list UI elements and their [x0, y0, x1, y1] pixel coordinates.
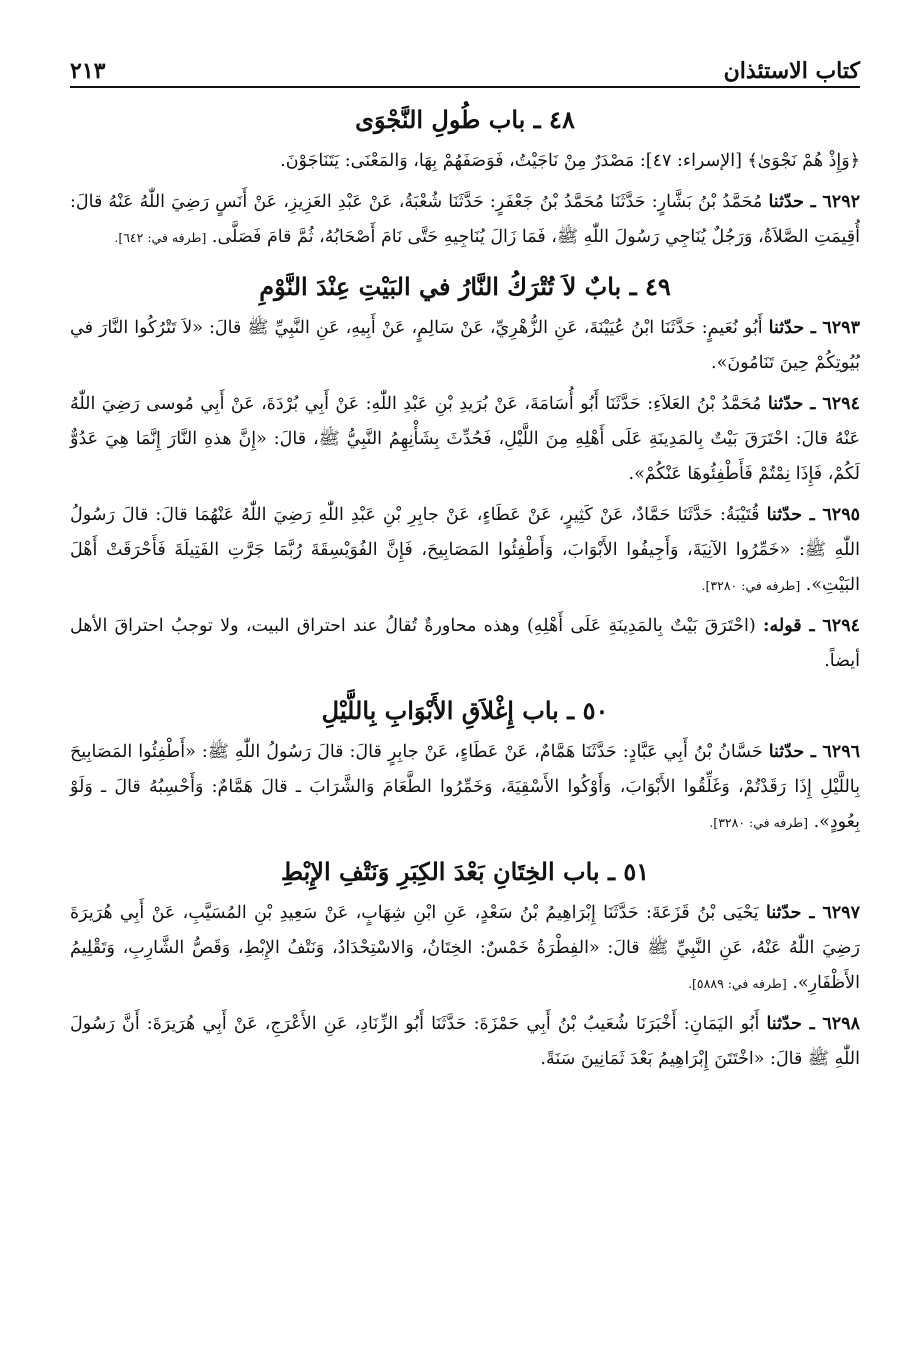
hadith-6294 — [70, 387, 860, 492]
commentary-text: (احْتَرَقَ بَيْتٌ بِالمَدِينَةِ عَلَى أَهْلِهِ) وهذه محاورةٌ تُقالُ عند احتراق البيت، ولا توجبُ احتراقَ الأهل أيضاً. — [70, 616, 860, 671]
section-intro — [70, 144, 860, 179]
hadith-6295 — [70, 498, 860, 603]
section-heading: ٥٠ ـ باب إِغْلاَقِ الأَبْوَابِ بِاللَّيْلِ — [321, 696, 609, 725]
hadith-6296 — [70, 735, 860, 840]
hadith-number: ٦٢٩٢ ـ حدّثنا — [768, 192, 860, 212]
hadith-text: أَبُو نُعَيمٍ: حَدَّثَنَا ابْنُ عُيَيْنَةَ، عَنِ الزُّهْرِيِّ، عَنْ سَالِمٍ، عَنْ أَبِيهِ، عَنِ النَّبِيِّ ﷺ قالَ: «لاَ تَتْرُكُوا النَّارَ في بُيُوتِكُمْ حِينَ تَنَامُونَ». — [70, 318, 860, 373]
hadith-number: ٦٢٩٦ ـ حدّثنا — [768, 742, 860, 762]
hadith-text: أَبُو اليَمَانِ: أَخْبَرَنَا شُعَيبُ بْنُ أَبِي حَمْزَةَ: حَدَّثَنَا أَبُو الزِّنَادِ، عَنِ الأَعْرَجِ، عَنْ أَبِي هُرَيرَةَ: أَنَّ رَسُولَ اللّٰهِ ﷺ قالَ: «اخْتَتَنَ إِبْرَاهِيمُ بَعْدَ ثَمَانِينَ سَنَةً. — [70, 1014, 860, 1069]
hadith-number: ٦٢٩٣ ـ حدّثنا — [768, 318, 860, 338]
hadith-6297 — [70, 896, 860, 1001]
section-heading: ٤٨ ـ باب طُولِ النَّجْوَى — [355, 105, 575, 134]
hadith-number: ٦٢٩٨ ـ حدّثنا — [766, 1014, 860, 1034]
book-title: كتاب الاستئذان — [723, 58, 860, 84]
cross-reference: [طرفه في: ٣٢٨٠]. — [709, 815, 808, 830]
section-50 — [70, 693, 860, 840]
hadith-text: مُحَمَّدُ بْنُ العَلاَءِ: حَدَّثَنَا أَبُو أُسَامَةَ، عَنْ بُرَيدِ بْنِ عَبْدِ اللّٰهِ: عَنْ أَبِي بُرْدَةَ، عَنْ أَبِي مُوسى رَضِيَ اللّٰهُ عَنْهُ قالَ: احْتَرَقَ بَيْتٌ بِالمَدِينَةِ عَلَى أَهْلِهِ مِنَ اللَّيْلِ، فَحُدِّثَ بِشَأْنِهِمُ النَّبِيُّ ﷺ، قالَ: «إِنَّ هذهِ النَّارَ إِنَّمَا هِيَ عَدُوٌّ لَكُمْ، فَإِذَا نِمْتُمْ فَأَطْفِئُوهَا عَنْكُمْ». — [70, 394, 860, 484]
section-51 — [70, 854, 860, 1077]
hadith-text: حَسَّانُ بْنُ أَبِي عَبَّادٍ: حَدَّثَنَا هَمَّامٌ، عَنْ عَطَاءٍ، عَنْ جابِرٍ قالَ: قالَ رَسُولُ اللّٰهِ ﷺ: «أَطْفِئُوا المَصَابِيحَ بِاللَّيْلِ إِذَا رَقَدْتُمْ، وَغَلِّقُوا الأَبْوَابَ، وَأَوْكُوا الأَسْقِيَةَ، وَخَمِّرُوا الطَّعَامَ وَالشَّرَابَ ـ قالَ هَمَّامٌ: وَأَحْسِبُهُ قالَ ـ وَلَوْ بِعُودٍ». — [70, 742, 860, 832]
hadith-text: ﴿وَإِذْ هُمْ نَجْوَىٰ﴾ [الإسراء: ٤٧]: مَصْدَرٌ مِنْ نَاجَيْتُ، فَوَصَفَهُمْ بِهَا، وَالمَعْنَى: يَتَنَاجَوْنَ. — [280, 151, 860, 171]
hadith-6293 — [70, 311, 860, 381]
hadith-text: مُحَمَّدُ بْنُ بَشَّارٍ: حَدَّثَنَا مُحَمَّدُ بْنُ جَعْفَرٍ: حَدَّثَنَا شُعْبَةُ، عَنْ عَبْدِ العَزِيزِ، عَنْ أَنَسٍ رَضِيَ اللّٰهُ عَنْهُ قالَ: أُقِيمَتِ الصَّلاَةُ، وَرَجُلٌ يُنَاجِي رَسُولَ اللّٰهِ ﷺ، فَمَا زَالَ يُنَاجِيهِ حَتَّى نَامَ أَصْحَابُهُ، ثُمَّ قامَ فَصَلَّى. — [70, 192, 860, 247]
page-header — [70, 40, 860, 88]
section-heading: ٥١ ـ باب الخِتَانِ بَعْدَ الكِبَرِ وَنَتْفِ الإِبْطِ — [280, 857, 650, 886]
page-number: ٢١٣ — [70, 58, 106, 84]
hadith-6292 — [70, 185, 860, 255]
cross-reference: [طرفه في: ٥٨٨٩]. — [688, 976, 787, 991]
hadith-number: ٦٢٩٤ ـ قوله: — [763, 616, 860, 636]
cross-reference: [طرفه في: ٦٤٢]. — [114, 230, 207, 245]
hadith-number: ٦٢٩٧ ـ حدّثنا — [766, 903, 860, 923]
section-heading: ٤٩ ـ بابٌ لاَ تُتْرَكُ النَّارُ في البَيْتِ عِنْدَ النَّوْمِ — [259, 272, 671, 301]
section-48 — [70, 102, 860, 255]
hadith-text: قُتَيْبَةُ: حَدَّثَنَا حَمَّادٌ، عَنْ كَثِيرٍ، عَنْ عَطَاءٍ، عَنْ جابِرِ بْنِ عَبْدِ اللّٰهِ رَضِيَ اللّٰهُ عَنْهُمَا قالَ: قالَ رَسُولُ اللّٰهِ ﷺ: «خَمِّرُوا الآنِيَةَ، وَأَجِيفُوا الأَبْوَابَ، وَأَطْفِئُوا المَصَابِيحَ، فَإِنَّ الفُوَيْسِقَةَ رُبَّمَا جَرَّتِ الفَتِيلَةَ فَأَحْرَقَتْ أَهْلَ البَيْتِ». — [70, 505, 860, 595]
hadith-number: ٦٢٩٥ ـ حدّثنا — [766, 505, 860, 525]
book-page — [70, 40, 860, 1348]
hadith-number: ٦٢٩٤ ـ حدّثنا — [767, 394, 860, 414]
hadith-text: يَحْيَى بْنُ قَزَعَةَ: حَدَّثَنَا إِبْرَاهِيمُ بْنُ سَعْدٍ، عَنِ ابْنِ شِهَابٍ، عَنْ سَعِيدِ بْنِ المُسَيَّبِ، عَنْ أَبِي هُرَيرَةَ رَضِيَ اللّٰهُ عَنْهُ، عَنِ النَّبِيِّ ﷺ قالَ: «الفِطْرَةُ خَمْسٌ: الخِتَانُ، وَالاسْتِحْدَادُ، وَنَتْفُ الإِبْطِ، وَقَصُّ الشَّارِبِ، وَتَقْلِيمُ الأَظْفَارِ». — [70, 903, 860, 993]
cross-reference: [طرفه في: ٣٢٨٠]. — [701, 578, 801, 593]
commentary-6294 — [70, 609, 860, 679]
section-49 — [70, 269, 860, 679]
hadith-6298 — [70, 1007, 860, 1077]
